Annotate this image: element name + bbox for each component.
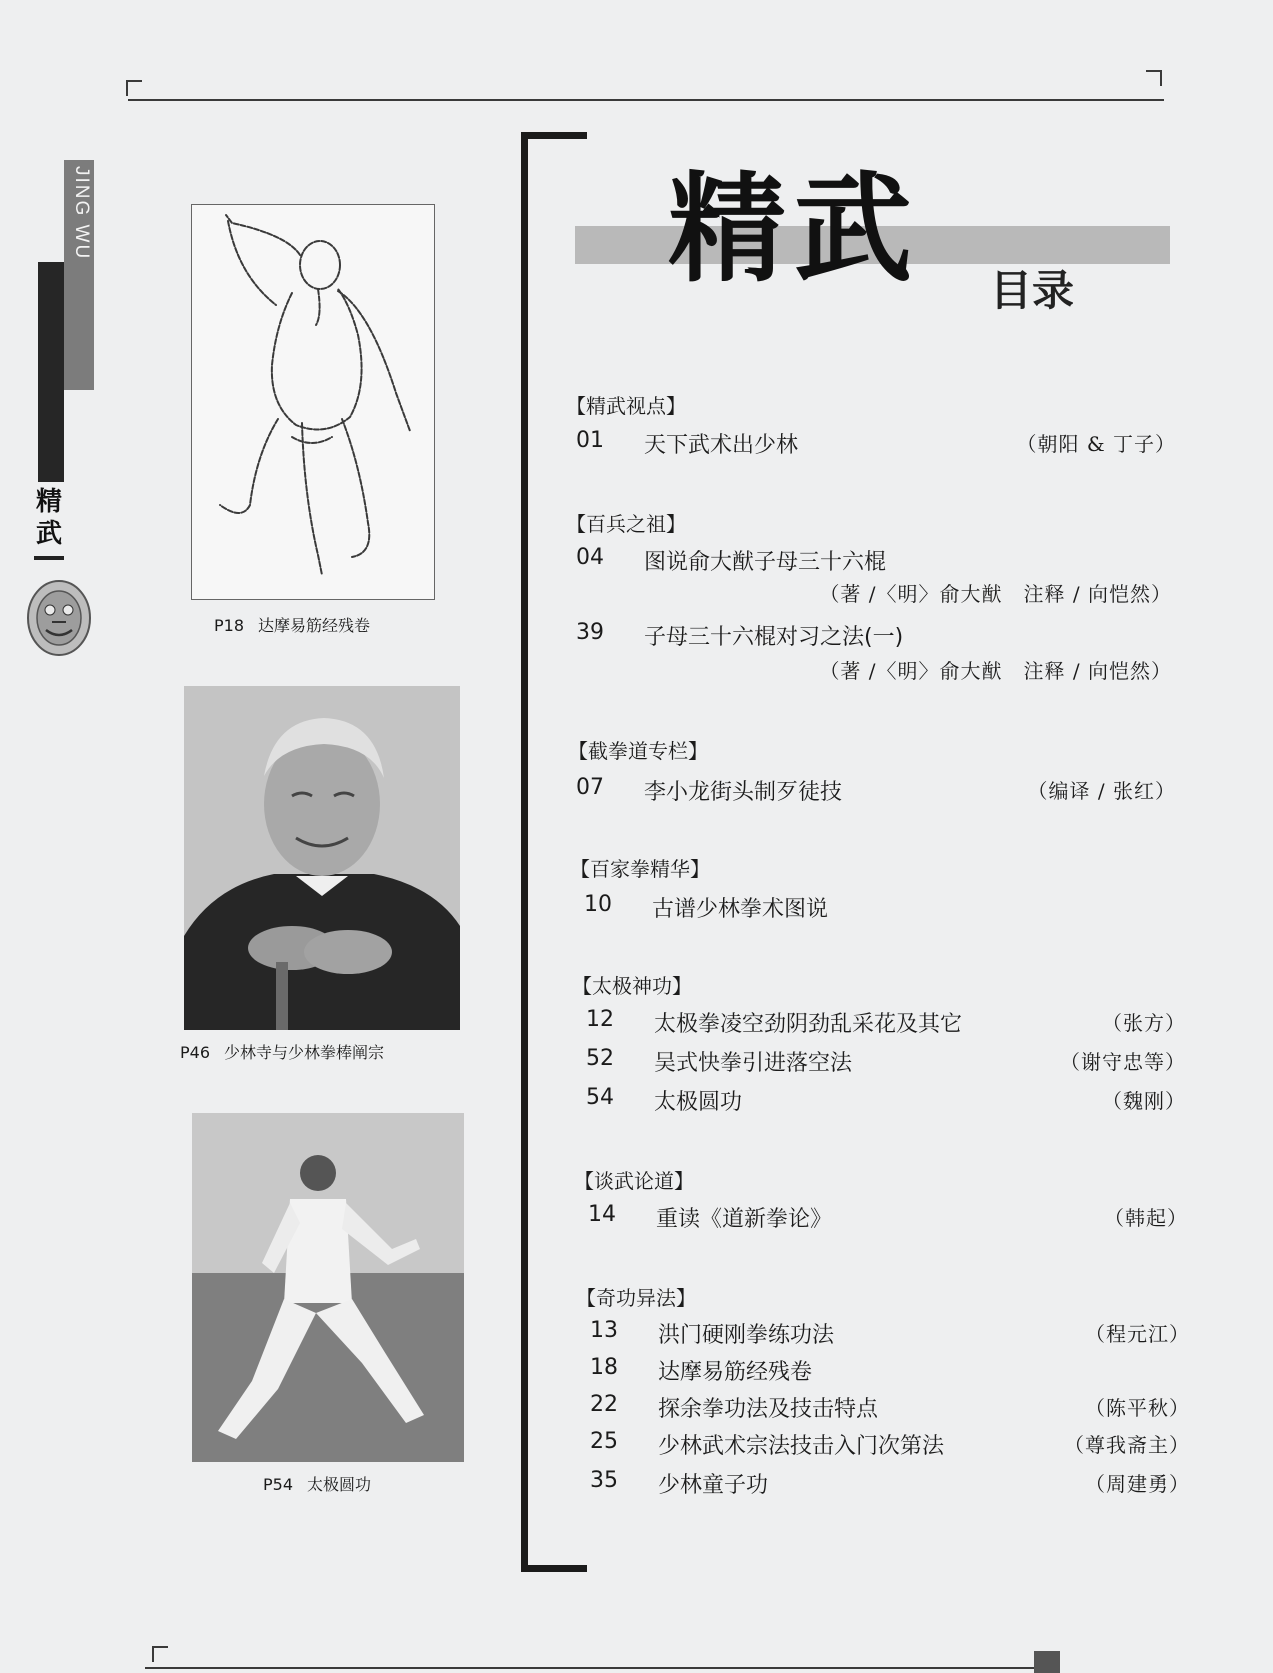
- entry-title: 天下武术出少林: [644, 433, 799, 458]
- toc-entry[interactable]: [586, 1046, 1186, 1076]
- toc-bracket-bottom: [521, 1565, 587, 1572]
- side-strip-dark: [38, 262, 64, 482]
- top-frame-line: [128, 99, 1164, 101]
- caption-text: 少林寺与少林拳棒阐宗: [224, 1043, 385, 1062]
- entry-title: 重读《道新拳论》: [656, 1207, 833, 1232]
- caption-p54: [263, 1472, 371, 1495]
- caption-page-number: P18: [214, 616, 245, 635]
- toc-entry[interactable]: [576, 775, 1176, 805]
- side-tag-underline: [34, 556, 64, 560]
- entry-author: （魏刚）: [1102, 1089, 1186, 1113]
- entry-page: 04: [576, 545, 604, 570]
- entry-page: 07: [576, 775, 604, 800]
- entry-credit: （著 /〈明〉俞大猷 注释 / 向恺然）: [819, 582, 1172, 606]
- toc-entry[interactable]: [576, 620, 1176, 650]
- bodhidharma-sketch-icon: [192, 205, 434, 599]
- entry-page: 01: [576, 428, 604, 453]
- entry-author: （谢守忠等）: [1060, 1050, 1186, 1074]
- entry-page: 52: [586, 1046, 614, 1071]
- toc-entry[interactable]: [590, 1392, 1190, 1422]
- caption-p18: [214, 613, 370, 636]
- entry-author: （周建勇）: [1085, 1472, 1190, 1496]
- toc-entry[interactable]: [576, 428, 1176, 458]
- top-left-corner-mark: [126, 80, 142, 96]
- toc-entry[interactable]: [586, 1085, 1186, 1115]
- page-title: 精武: [668, 159, 921, 298]
- entry-title: 子母三十六棍对习之法(一): [644, 625, 904, 650]
- caption-text: 达摩易筋经残卷: [258, 616, 371, 635]
- entry-page: 22: [590, 1392, 618, 1417]
- page-subtitle: 目录: [990, 266, 1075, 315]
- entry-author: （程元江）: [1085, 1322, 1190, 1346]
- taichi-practitioner-icon: [192, 1113, 464, 1462]
- bottom-right-block: [1034, 1651, 1060, 1673]
- lion-emblem-icon: [26, 578, 92, 658]
- section-heading: 【谈武论道】: [574, 1169, 694, 1193]
- entry-page: 14: [588, 1202, 616, 1227]
- top-right-corner-mark: [1146, 70, 1162, 86]
- toc-bracket-top: [521, 132, 587, 139]
- entry-page: 10: [584, 892, 612, 917]
- entry-title: 少林武术宗法技击入门次第法: [658, 1434, 945, 1459]
- entry-title: 太极拳凌空劲阴劲乱采花及其它: [654, 1012, 963, 1037]
- toc-entry[interactable]: [590, 1318, 1190, 1348]
- entry-title: 太极圆功: [654, 1090, 743, 1115]
- entry-title: 洪门硬刚拳练功法: [658, 1323, 835, 1348]
- entry-page: 25: [590, 1429, 618, 1454]
- bottom-frame-line: [145, 1667, 1040, 1669]
- entry-title: 李小龙街头制歹徒技: [644, 780, 843, 805]
- entry-page: 13: [590, 1318, 618, 1343]
- entry-page: 54: [586, 1085, 614, 1110]
- entry-author: （编译 / 张红）: [1027, 779, 1176, 803]
- entry-page: 35: [590, 1468, 618, 1493]
- section-heading: 【精武视点】: [566, 394, 686, 418]
- bottom-left-corner-mark: [152, 1646, 168, 1662]
- section-heading: 【太极神功】: [572, 974, 692, 998]
- entry-credit: （著 /〈明〉俞大猷 注释 / 向恺然）: [819, 659, 1172, 683]
- photo-sketch: [191, 204, 435, 600]
- entry-page: 39: [576, 620, 604, 645]
- section-heading: 【奇功异法】: [576, 1286, 696, 1310]
- entry-author: （尊我斋主）: [1064, 1433, 1190, 1457]
- entry-title: 达摩易筋经残卷: [658, 1360, 813, 1385]
- toc-entry[interactable]: [576, 545, 1176, 575]
- caption-p46: [180, 1040, 384, 1063]
- entry-title: 探余拳功法及技击特点: [658, 1397, 879, 1422]
- side-tag-jing-wu: JING WU: [71, 166, 92, 261]
- toc-bracket-vertical: [521, 132, 528, 1572]
- entry-title: 少林童子功: [658, 1473, 769, 1498]
- photo-elder-master: [184, 686, 460, 1030]
- entry-author: （韩起）: [1104, 1206, 1188, 1230]
- toc-entry[interactable]: [584, 892, 1184, 922]
- section-heading: 【百家拳精华】: [570, 857, 710, 881]
- toc-entry[interactable]: [590, 1429, 1190, 1459]
- toc-entry[interactable]: [590, 1355, 1190, 1385]
- caption-text: 太极圆功: [307, 1475, 372, 1494]
- entry-author: （陈平秋）: [1085, 1396, 1190, 1420]
- elder-portrait-icon: [184, 686, 460, 1030]
- section-heading: 【截拳道专栏】: [568, 739, 708, 763]
- entry-author: （张方）: [1102, 1011, 1186, 1035]
- photo-taichi: [192, 1113, 464, 1462]
- toc-entry[interactable]: [588, 1202, 1188, 1232]
- section-heading: 【百兵之祖】: [566, 512, 686, 536]
- toc-entry[interactable]: [586, 1007, 1186, 1037]
- entry-page: 18: [590, 1355, 618, 1380]
- entry-author: （朝阳 & 丁子）: [1016, 432, 1176, 456]
- caption-page-number: P46: [180, 1043, 211, 1062]
- caption-page-number: P54: [263, 1475, 294, 1494]
- entry-page: 12: [586, 1007, 614, 1032]
- entry-title: 古谱少林拳术图说: [652, 897, 829, 922]
- entry-title: 吴式快拳引进落空法: [654, 1051, 853, 1076]
- side-tag-cn: 精武: [35, 487, 62, 549]
- toc-entry[interactable]: [590, 1468, 1190, 1498]
- entry-title: 图说俞大猷子母三十六棍: [644, 550, 887, 575]
